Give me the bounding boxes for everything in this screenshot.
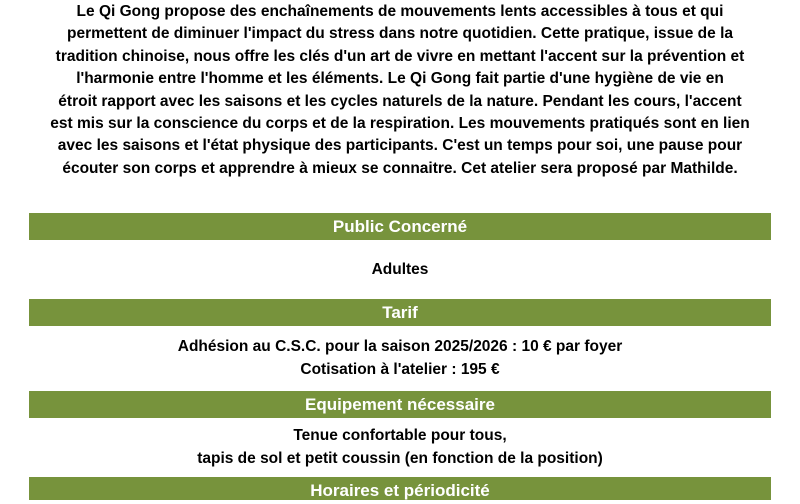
equipement-line: tapis de sol et petit coussin (en fonction de la position) <box>197 450 603 467</box>
section-header-public: Public Concerné <box>29 213 771 240</box>
section-body-equipement <box>29 424 771 470</box>
section-header-equipement: Equipement nécessaire <box>29 391 771 418</box>
section-header-tarif: Tarif <box>29 299 771 326</box>
tarif-adhesion-text: Adhésion au C.S.C. pour la saison 2025/2026 : 10 € par foyer <box>177 338 623 355</box>
intro-paragraph <box>40 1 760 180</box>
intro-line: l'harmonie entre l'homme et les éléments. Le Qi Gong fait partie d'une hygiène de vie en <box>76 70 724 88</box>
tarif-cotisation-text: Cotisation à l'atelier : 195 € <box>300 361 500 378</box>
intro-line: est mis sur la conscience du corps et de la respiration. Les mouvements pratiqués sont en lien <box>50 115 750 133</box>
section-body-public <box>29 258 771 281</box>
intro-line: avec les saisons et l'état physique des participants. C'est un temps pour soi, une pause pour <box>57 137 743 155</box>
intro-line: écouter son corps et apprendre à mieux se connaitre. Cet atelier sera proposé par Mathilde. <box>62 159 738 177</box>
intro-line: Le Qi Gong propose des enchaînements de mouvements lents accessibles à tous et qui <box>76 3 724 20</box>
intro-line: tradition chinoise, nous offre les clés d'un art de vivre en mettant l'accent sur la prévention et <box>55 47 745 65</box>
equipement-line: Tenue confortable pour tous, <box>293 427 507 444</box>
section-body-tarif <box>29 335 771 381</box>
intro-line: étroit rapport avec les saisons et les cycles naturels de la nature. Pendant les cours, l'accent <box>58 92 742 110</box>
section-header-horaires: Horaires et périodicité <box>29 477 771 500</box>
intro-line: permettent de diminuer l'impact du stress dans notre quotidien. Cette pratique, issue de la <box>66 25 733 43</box>
public-text: Adultes <box>371 261 429 278</box>
